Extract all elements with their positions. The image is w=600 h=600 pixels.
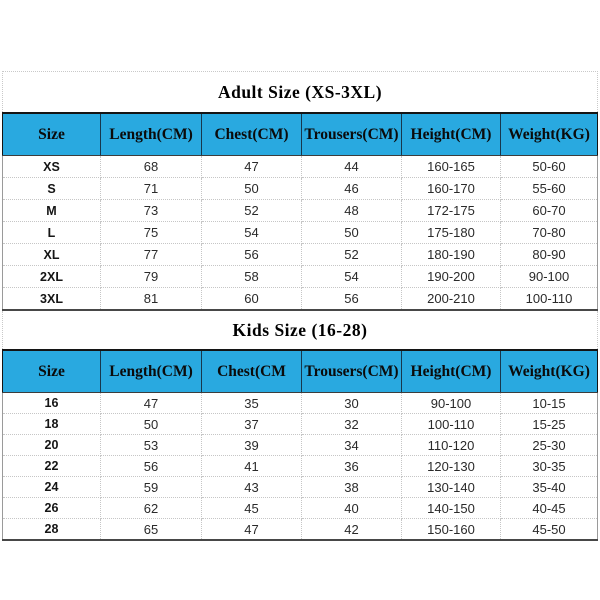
- size-label-cell: S: [3, 178, 101, 200]
- size-label-cell: 18: [3, 414, 101, 435]
- measurement-cell: 45-50: [501, 519, 598, 541]
- column-header-weight: Weight(KG): [501, 113, 598, 156]
- measurement-cell: 60-70: [501, 200, 598, 222]
- measurement-cell: 140-150: [402, 498, 501, 519]
- measurement-cell: 120-130: [402, 456, 501, 477]
- table-row: [3, 435, 598, 456]
- size-label-cell: 24: [3, 477, 101, 498]
- size-label-cell: 20: [3, 435, 101, 456]
- measurement-cell: 175-180: [402, 222, 501, 244]
- measurement-cell: 54: [302, 266, 402, 288]
- measurement-cell: 35: [202, 393, 302, 414]
- measurement-cell: 172-175: [402, 200, 501, 222]
- measurement-cell: 53: [101, 435, 202, 456]
- measurement-cell: 10-15: [501, 393, 598, 414]
- measurement-cell: 160-170: [402, 178, 501, 200]
- column-header-trousers: Trousers(CM): [302, 113, 402, 156]
- table-row: [3, 414, 598, 435]
- column-header-height: Height(CM): [402, 113, 501, 156]
- measurement-cell: 71: [101, 178, 202, 200]
- size-label-cell: M: [3, 200, 101, 222]
- measurement-cell: 70-80: [501, 222, 598, 244]
- measurement-cell: 32: [302, 414, 402, 435]
- measurement-cell: 58: [202, 266, 302, 288]
- measurement-cell: 80-90: [501, 244, 598, 266]
- size-label-cell: 3XL: [3, 288, 101, 311]
- size-label-cell: 28: [3, 519, 101, 541]
- table-row: [3, 266, 598, 288]
- measurement-cell: 180-190: [402, 244, 501, 266]
- measurement-cell: 41: [202, 456, 302, 477]
- measurement-cell: 68: [101, 156, 202, 178]
- measurement-cell: 48: [302, 200, 402, 222]
- measurement-cell: 56: [202, 244, 302, 266]
- measurement-cell: 100-110: [501, 288, 598, 311]
- measurement-cell: 25-30: [501, 435, 598, 456]
- measurement-cell: 59: [101, 477, 202, 498]
- measurement-cell: 55-60: [501, 178, 598, 200]
- table-row: [3, 393, 598, 414]
- measurement-cell: 44: [302, 156, 402, 178]
- measurement-cell: 56: [302, 288, 402, 311]
- measurement-cell: 42: [302, 519, 402, 541]
- measurement-cell: 75: [101, 222, 202, 244]
- table-row: [3, 477, 598, 498]
- table-row: [3, 244, 598, 266]
- column-header-height: Height(CM): [402, 350, 501, 393]
- measurement-cell: 46: [302, 178, 402, 200]
- measurement-cell: 40-45: [501, 498, 598, 519]
- measurement-cell: 45: [202, 498, 302, 519]
- column-header-length: Length(CM): [101, 350, 202, 393]
- table-row: [3, 222, 598, 244]
- size-label-cell: 26: [3, 498, 101, 519]
- measurement-cell: 190-200: [402, 266, 501, 288]
- measurement-cell: 30: [302, 393, 402, 414]
- measurement-cell: 36: [302, 456, 402, 477]
- measurement-cell: 40: [302, 498, 402, 519]
- measurement-cell: 150-160: [402, 519, 501, 541]
- measurement-cell: 15-25: [501, 414, 598, 435]
- measurement-cell: 52: [302, 244, 402, 266]
- measurement-cell: 56: [101, 456, 202, 477]
- measurement-cell: 79: [101, 266, 202, 288]
- size-label-cell: 22: [3, 456, 101, 477]
- measurement-cell: 50: [101, 414, 202, 435]
- measurement-cell: 47: [101, 393, 202, 414]
- column-header-size: Size: [3, 113, 101, 156]
- column-header-chest: Chest(CM: [202, 350, 302, 393]
- column-header-trousers: Trousers(CM): [302, 350, 402, 393]
- adult-size-section: [2, 71, 598, 311]
- table-row: [3, 200, 598, 222]
- kids-size-section: [2, 311, 598, 541]
- table-row: [3, 519, 598, 541]
- measurement-cell: 34: [302, 435, 402, 456]
- table-row: [3, 178, 598, 200]
- size-label-cell: 2XL: [3, 266, 101, 288]
- column-header-weight: Weight(KG): [501, 350, 598, 393]
- size-label-cell: XL: [3, 244, 101, 266]
- kids-size-table: [2, 349, 598, 541]
- measurement-cell: 110-120: [402, 435, 501, 456]
- measurement-cell: 52: [202, 200, 302, 222]
- measurement-cell: 90-100: [402, 393, 501, 414]
- measurement-cell: 50-60: [501, 156, 598, 178]
- measurement-cell: 47: [202, 519, 302, 541]
- measurement-cell: 39: [202, 435, 302, 456]
- measurement-cell: 54: [202, 222, 302, 244]
- measurement-cell: 77: [101, 244, 202, 266]
- measurement-cell: 100-110: [402, 414, 501, 435]
- measurement-cell: 30-35: [501, 456, 598, 477]
- adult-size-title: Adult Size (XS-3XL): [2, 71, 598, 112]
- measurement-cell: 50: [302, 222, 402, 244]
- measurement-cell: 65: [101, 519, 202, 541]
- measurement-cell: 73: [101, 200, 202, 222]
- size-label-cell: L: [3, 222, 101, 244]
- table-row: [3, 498, 598, 519]
- measurement-cell: 50: [202, 178, 302, 200]
- measurement-cell: 38: [302, 477, 402, 498]
- measurement-cell: 130-140: [402, 477, 501, 498]
- size-label-cell: XS: [3, 156, 101, 178]
- size-label-cell: 16: [3, 393, 101, 414]
- column-header-length: Length(CM): [101, 113, 202, 156]
- table-row: [3, 288, 598, 311]
- measurement-cell: 90-100: [501, 266, 598, 288]
- measurement-cell: 43: [202, 477, 302, 498]
- measurement-cell: 62: [101, 498, 202, 519]
- column-header-size: Size: [3, 350, 101, 393]
- measurement-cell: 160-165: [402, 156, 501, 178]
- kids-header-row: [3, 350, 598, 393]
- measurement-cell: 60: [202, 288, 302, 311]
- adult-size-table: [2, 112, 598, 311]
- table-row: [3, 156, 598, 178]
- measurement-cell: 35-40: [501, 477, 598, 498]
- measurement-cell: 200-210: [402, 288, 501, 311]
- measurement-cell: 81: [101, 288, 202, 311]
- kids-size-title: Kids Size (16-28): [2, 311, 598, 349]
- adult-header-row: [3, 113, 598, 156]
- measurement-cell: 37: [202, 414, 302, 435]
- measurement-cell: 47: [202, 156, 302, 178]
- table-row: [3, 456, 598, 477]
- column-header-chest: Chest(CM): [202, 113, 302, 156]
